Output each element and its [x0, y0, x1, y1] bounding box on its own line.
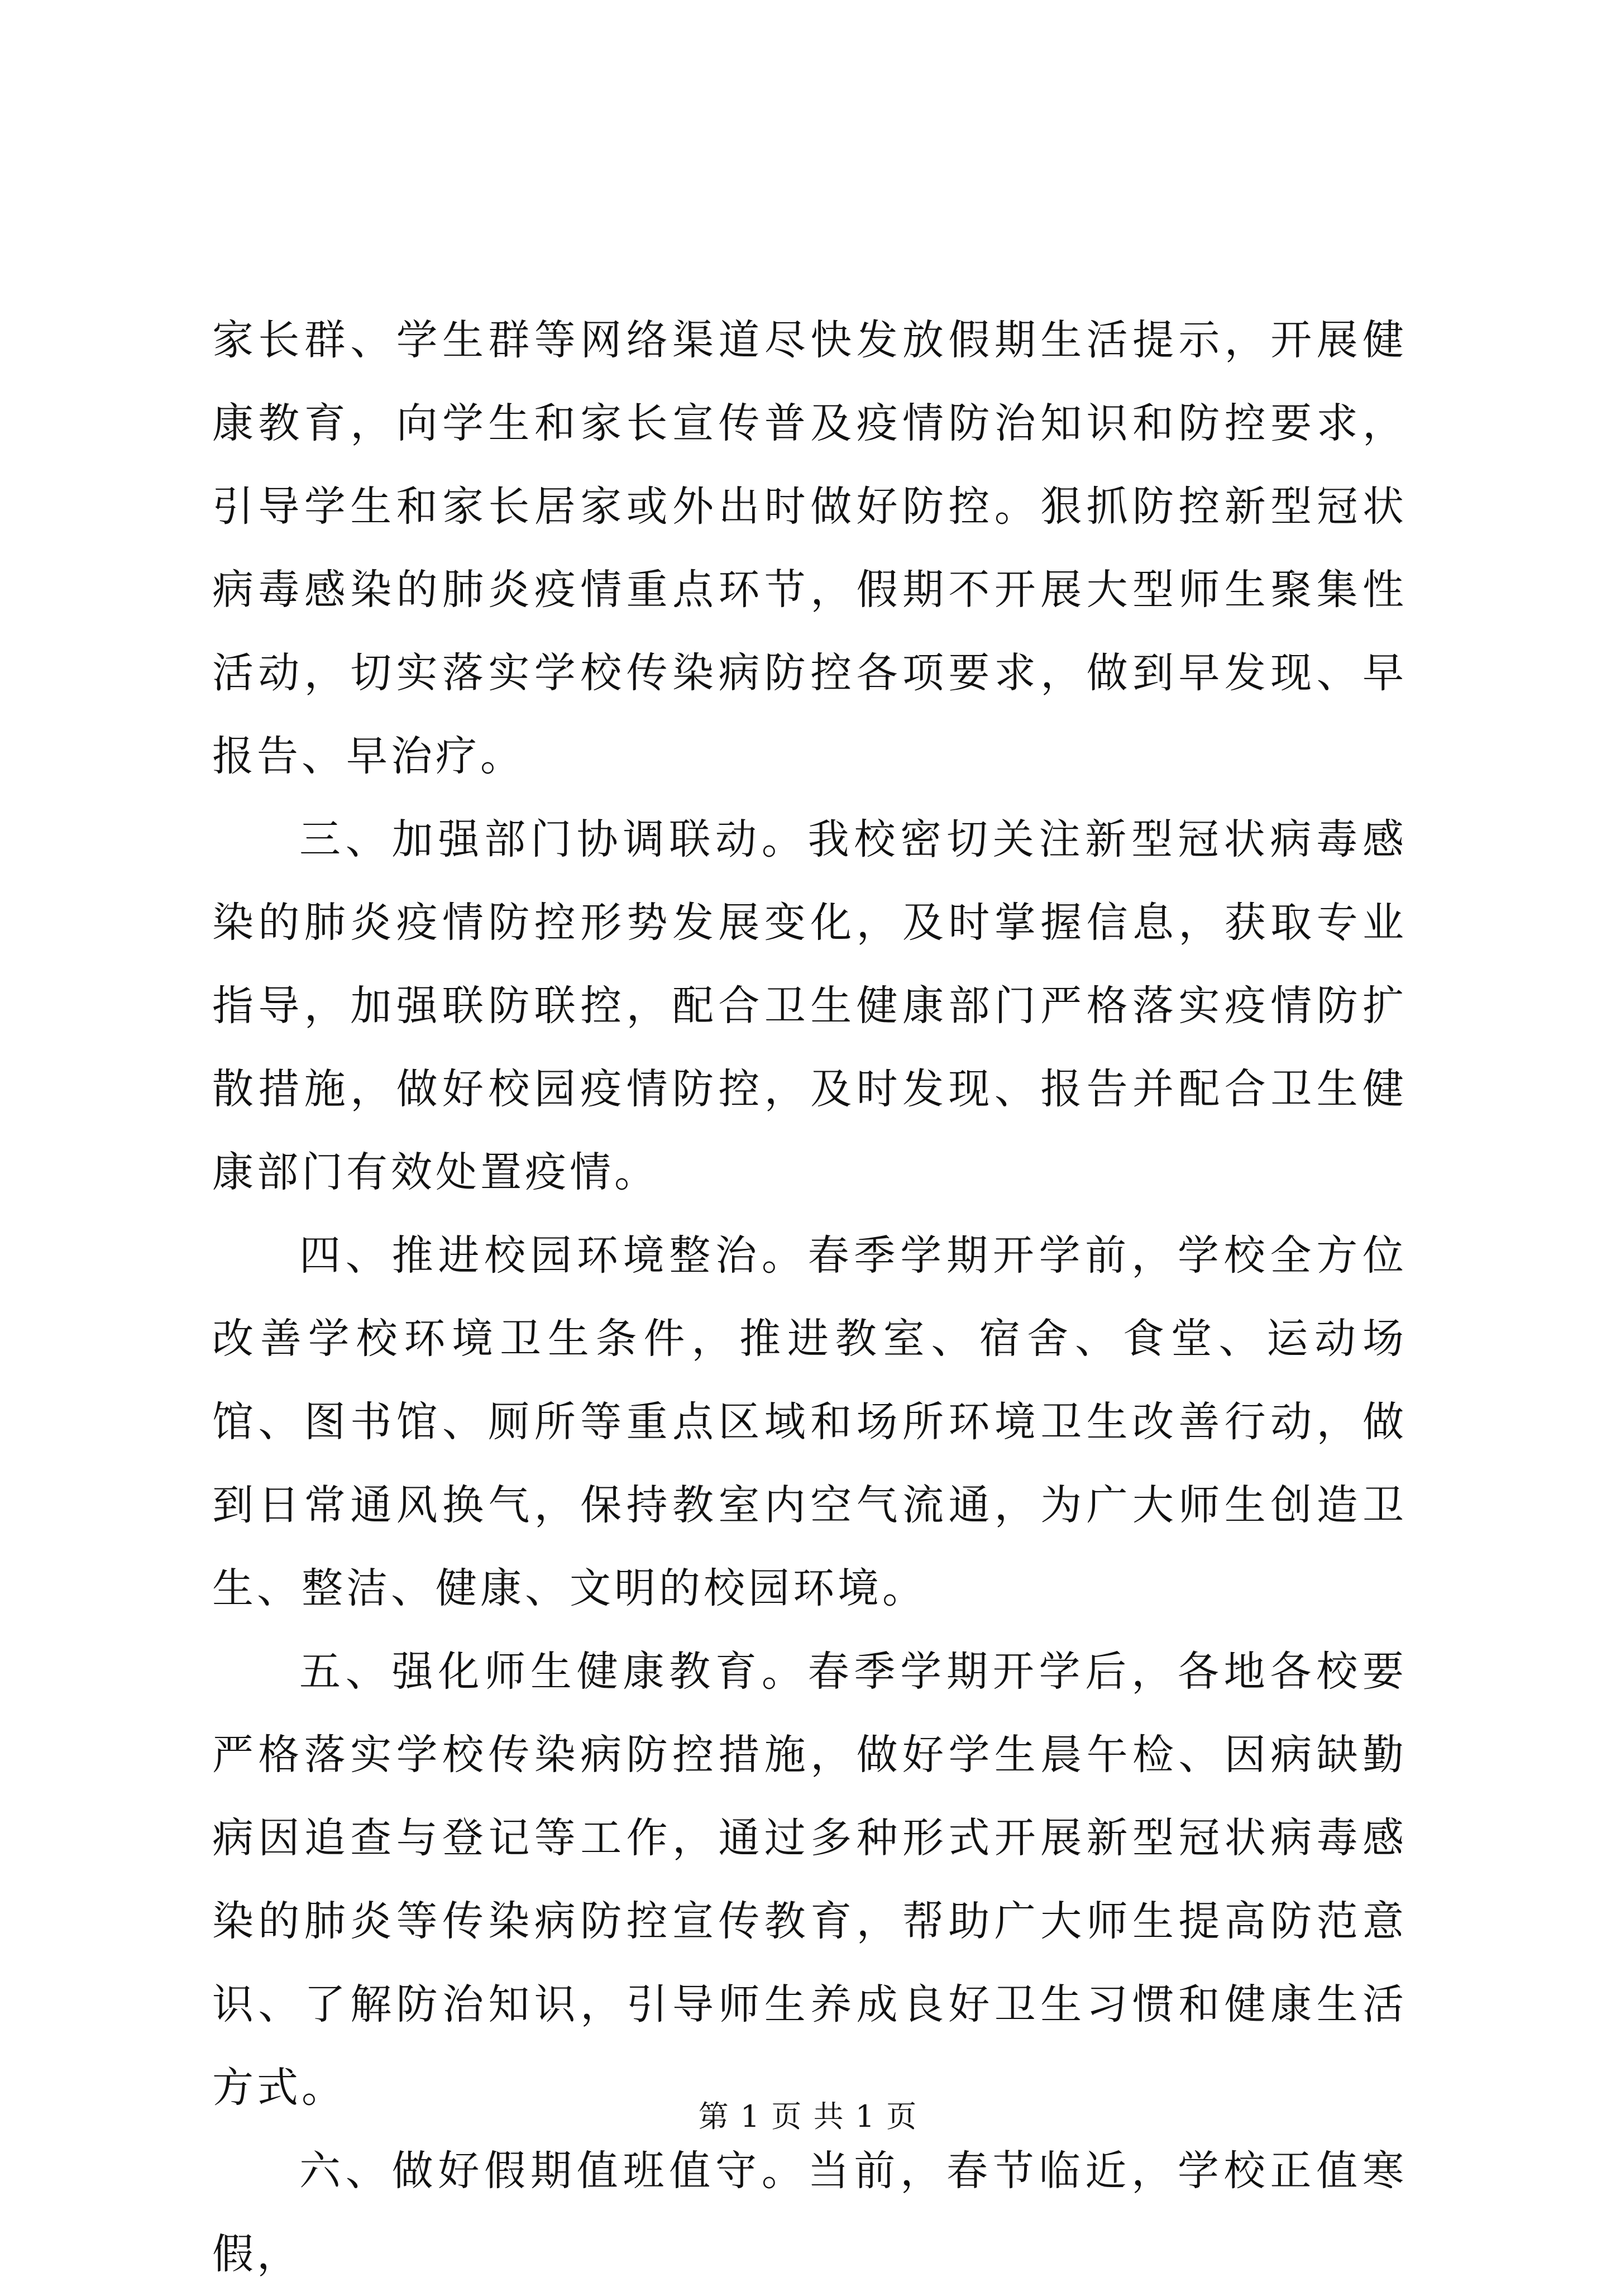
document-body [212, 299, 1407, 2296]
page-footer: 第 1 页 共 1 页 [698, 2099, 918, 2134]
paragraph-5: 六、做好假期值班值守。当前，春节临近，学校正值寒假， [212, 2147, 1407, 2278]
paragraph-4: 五、强化师生健康教育。春季学期开学后，各地各校要严格落实学校传染病防控措施，做好学生晨午检、因病缺勤病因追查与登记等工作，通过多种形式开展新型冠状病毒感染的肺炎等传染病防控宣传教育，帮助广大师生提高防范意识、了解防治知识，引导师生养成良好卫生习惯和健康生活方式。 [212, 1648, 1407, 2112]
paragraph-1: 家长群、学生群等网络渠道尽快发放假期生活提示，开展健康教育，向学生和家长宣传普及疫情防治知识和防控要求，引导学生和家长居家或外出时做好防控。狠抓防控新型冠状病毒感染的肺炎疫情重点环节，假期不开展大型师生聚集性活动，切实落实学校传染病防控各项要求，做到早发现、早报告、早治疗。 [212, 316, 1407, 780]
paragraph-2: 三、加强部门协调联动。我校密切关注新型冠状病毒感染的肺炎疫情防控形势发展变化，及时掌握信息，获取专业指导，加强联防联控，配合卫生健康部门严格落实疫情防扩散措施，做好校园疫情防控，及时发现、报告并配合卫生健康部门有效处置疫情。 [212, 815, 1407, 1196]
paragraph-3: 四、推进校园环境整治。春季学期开学前，学校全方位改善学校环境卫生条件，推进教室、宿舍、食堂、运动场馆、图书馆、厕所等重点区域和场所环境卫生改善行动，做到日常通风换气，保持教室内空气流通，为广大师生创造卫生、整洁、健康、文明的校园环境。 [212, 1231, 1407, 1612]
